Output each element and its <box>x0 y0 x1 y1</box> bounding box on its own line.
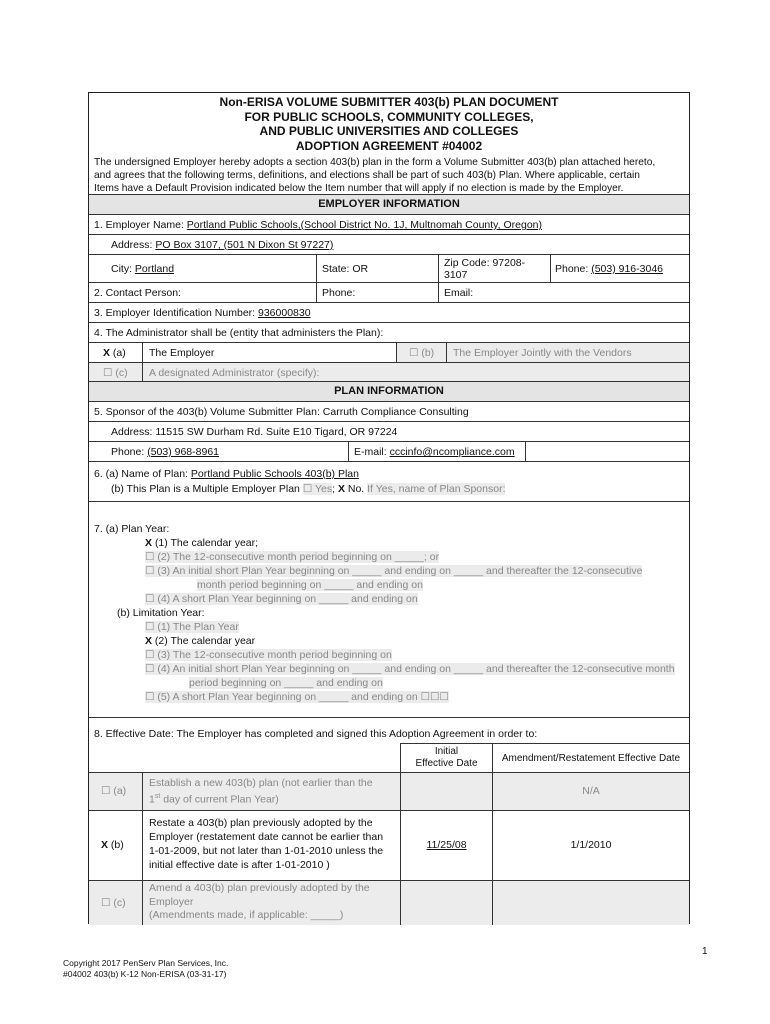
phone-label: Phone: <box>555 263 592 275</box>
plan-name-value[interactable]: Portland Public Schools 403(b) Plan <box>190 468 359 480</box>
plan-year-option-1[interactable] <box>145 537 258 549</box>
effective-date-label: 8. Effective Date: The Employer has completed and signed this Adoption Agreement in order to: <box>94 728 538 740</box>
adoption-agreement-form <box>88 92 690 924</box>
multi-sponsor-field[interactable]: If Yes, name of Plan Sponsor: <box>367 483 506 495</box>
sponsor-row <box>89 402 689 422</box>
limitation-year-label: (b) Limitation Year: <box>117 607 205 619</box>
multi-employer-label: (b) This Plan is a Multiple Employer Plan <box>111 483 303 495</box>
sponsor-address: Address: 11515 SW Durham Rd. Suite E10 Tigard, OR 97224 <box>111 426 398 438</box>
intro-paragraph <box>89 155 689 195</box>
city-label: City: <box>111 263 135 275</box>
title-line-3: AND PUBLIC UNIVERSITIES AND COLLEGES <box>259 124 519 138</box>
sponsor-contact-row <box>89 442 689 462</box>
effective-b-text-3: 1-01-2009, but not later than 1-01-2010 unless the <box>149 845 384 857</box>
plan-name-label: 6. (a) Name of Plan: <box>94 468 191 480</box>
plan-year-option-3-cont: month period beginning on _____ and ending on <box>197 579 423 591</box>
title-line-1: Non-ERISA VOLUME SUBMITTER 403(b) PLAN DOCUMENT <box>219 95 559 109</box>
multi-no-mark[interactable]: X <box>337 483 345 495</box>
effective-row-c <box>89 881 689 925</box>
sponsor-text: 5. Sponsor of the 403(b) Volume Submitter Plan: Carruth Compliance Consulting <box>94 406 469 418</box>
contact-person-label: 2. Contact Person: <box>94 287 181 299</box>
sponsor-email-label: E-mail: <box>354 446 390 458</box>
option-a-text: The Employer <box>149 347 215 359</box>
sponsor-email-value[interactable]: cccinfo@ncompliance.com <box>389 446 515 458</box>
plan-year-option-3[interactable]: ☐ (3) An initial short Plan Year beginning on _____ and ending on _____ and thereafter the 12-consecutive <box>145 565 643 577</box>
footer-copyright: Copyright 2017 PenServ Plan Services, Inc. <box>63 958 229 968</box>
plan-year-1-mark: X <box>145 537 153 549</box>
page-number: 1 <box>702 946 708 957</box>
administrator-options-row-1 <box>89 343 689 363</box>
limitation-option-1[interactable]: ☐ (1) The Plan Year <box>145 621 239 633</box>
effective-b-text-2: Employer (restatement date cannot be earlier than <box>149 831 384 843</box>
administrator-options-row-2 <box>89 363 689 382</box>
option-b-checkbox[interactable]: ☐ (b) <box>409 347 435 359</box>
limitation-2-text: (2) The calendar year <box>152 635 256 647</box>
employer-address-row <box>89 235 689 255</box>
address-label: Address: <box>111 239 156 251</box>
col-amendment-header: Amendment/Restatement Effective Date <box>501 753 681 764</box>
limitation-2-mark: X <box>145 635 153 647</box>
effective-row-b <box>89 811 689 881</box>
employer-name-value[interactable]: Portland Public Schools,(School District No. 1J, Multnomah County, Oregon) <box>186 219 543 231</box>
title-line-4: ADOPTION AGREEMENT #04002 <box>295 138 483 153</box>
plan-year-section <box>89 502 689 718</box>
limitation-option-5[interactable]: ☐ (5) A short Plan Year beginning on _____ and ending on ☐☐☐ <box>145 691 449 703</box>
intro-line-1: The undersigned Employer hereby adopts a section 403(b) plan in the form a Volume Submitter 403(b) plan attached hereto, <box>94 157 656 168</box>
effective-b-mark: X <box>101 839 109 851</box>
option-a-checkbox[interactable] <box>103 347 126 359</box>
state-field[interactable]: State: OR <box>322 263 369 275</box>
multi-no-label: No. <box>344 483 368 495</box>
contact-phone-field[interactable]: Phone: <box>322 287 356 299</box>
limitation-option-4-cont: period beginning on _____ and ending on <box>189 677 383 689</box>
effective-a-text-2 <box>149 790 373 807</box>
contact-person-row <box>89 283 689 303</box>
effective-b-text-1: Restate a 403(b) plan previously adopted by the <box>149 817 373 829</box>
employer-info-title: EMPLOYER INFORMATION <box>318 198 460 210</box>
col-initial-line-1: Initial <box>434 746 459 757</box>
employer-name-row <box>89 215 689 235</box>
effective-date-label-row <box>89 718 689 743</box>
ein-label: 3. Employer Identification Number: <box>94 307 258 319</box>
effective-a-text-1: Establish a new 403(b) plan (not earlier than the <box>149 777 373 789</box>
effective-b-letter: (b) <box>108 839 124 851</box>
title-block <box>89 93 689 155</box>
footer-doc-id: #04002 403(b) K-12 Non-ERISA (03-31-17) <box>63 969 227 979</box>
city-value[interactable]: Portland <box>134 263 175 275</box>
phone-value[interactable]: (503) 916-3046 <box>591 263 664 275</box>
administrator-label: 4. The Administrator shall be (entity that administers the Plan): <box>94 327 384 339</box>
effective-c-text-3: (Amendments made, if applicable: _____) <box>149 909 344 921</box>
effective-b-amend-date[interactable]: 1/1/2010 <box>570 839 612 851</box>
zip-line-2: 3107 <box>444 269 468 281</box>
limitation-option-2[interactable] <box>145 635 255 647</box>
effective-b-text-4: initial effective date is after 1-01-2010 ) <box>149 859 330 871</box>
ein-value[interactable]: 936000830 <box>258 307 311 319</box>
multi-separator: ; <box>332 483 338 495</box>
effective-c-checkbox[interactable]: ☐ (c) <box>101 897 126 909</box>
plan-name-row <box>89 462 689 502</box>
ein-row <box>89 303 689 323</box>
effective-a-day: 1 <box>149 793 155 806</box>
administrator-row <box>89 323 689 343</box>
effective-a-sup: st <box>154 793 161 800</box>
intro-line-3: Items have a Default Provision indicated below the Item number that will apply if no election is made by the Employer. <box>94 183 624 194</box>
effective-c-text-2: Employer <box>149 895 194 908</box>
effective-a-day-rest: day of current Plan Year) <box>160 793 279 806</box>
address-value[interactable]: PO Box 3107, (501 N Dixon St 97227) <box>155 239 334 251</box>
employer-city-row <box>89 255 689 283</box>
plan-year-label: 7. (a) Plan Year: <box>94 523 170 535</box>
plan-year-option-2[interactable]: ☐ (2) The 12-consecutive month period beginning on _____; or <box>145 551 440 563</box>
limitation-option-3[interactable]: ☐ (3) The 12-consecutive month period beginning on <box>145 649 392 661</box>
option-c-checkbox[interactable]: ☐ (c) <box>103 367 128 379</box>
intro-line-2: and agrees that the following terms, definitions, and elections shall be part of such 403(b) Plan. Where applicable, certain <box>94 170 640 181</box>
plan-year-option-4[interactable]: ☐ (4) A short Plan Year beginning on _____ and ending on <box>145 593 418 605</box>
plan-info-title: PLAN INFORMATION <box>334 385 444 397</box>
effective-c-text-1: Amend a 403(b) plan previously adopted by the <box>149 882 370 894</box>
sponsor-phone-value[interactable]: (503) 968-8961 <box>147 446 220 458</box>
plan-info-heading <box>89 382 689 402</box>
option-c-text: A designated Administrator (specify): <box>149 367 320 379</box>
effective-row-a <box>89 773 689 811</box>
option-b-text: The Employer Jointly with the Vendors <box>453 347 632 359</box>
sponsor-address-row <box>89 422 689 442</box>
effective-table-header <box>89 743 689 773</box>
title-line-2: FOR PUBLIC SCHOOLS, COMMUNITY COLLEGES, <box>244 109 534 124</box>
option-a-letter: (a) <box>110 347 126 359</box>
contact-email-field[interactable]: Email: <box>444 287 474 299</box>
effective-b-checkbox[interactable] <box>101 839 124 851</box>
effective-b-initial-date[interactable]: 11/25/08 <box>426 839 467 851</box>
option-a-mark: X <box>103 347 111 359</box>
employer-info-heading <box>89 195 689 215</box>
limitation-option-4[interactable]: ☐ (4) An initial short Plan Year beginning on _____ and ending on _____ and thereafter the 12-consecutive month <box>145 663 675 675</box>
col-initial-line-2: Effective Date <box>415 758 478 769</box>
multi-yes-checkbox[interactable]: ☐ Yes <box>302 483 333 495</box>
effective-a-checkbox[interactable]: ☐ (a) <box>101 785 127 797</box>
effective-a-amend: N/A <box>582 785 600 797</box>
employer-name-label: 1. Employer Name: <box>94 219 187 231</box>
zip-line-1[interactable]: Zip Code: 97208- <box>444 257 526 269</box>
plan-year-1-text: (1) The calendar year; <box>154 537 259 549</box>
sponsor-phone-label: Phone: <box>111 446 148 458</box>
